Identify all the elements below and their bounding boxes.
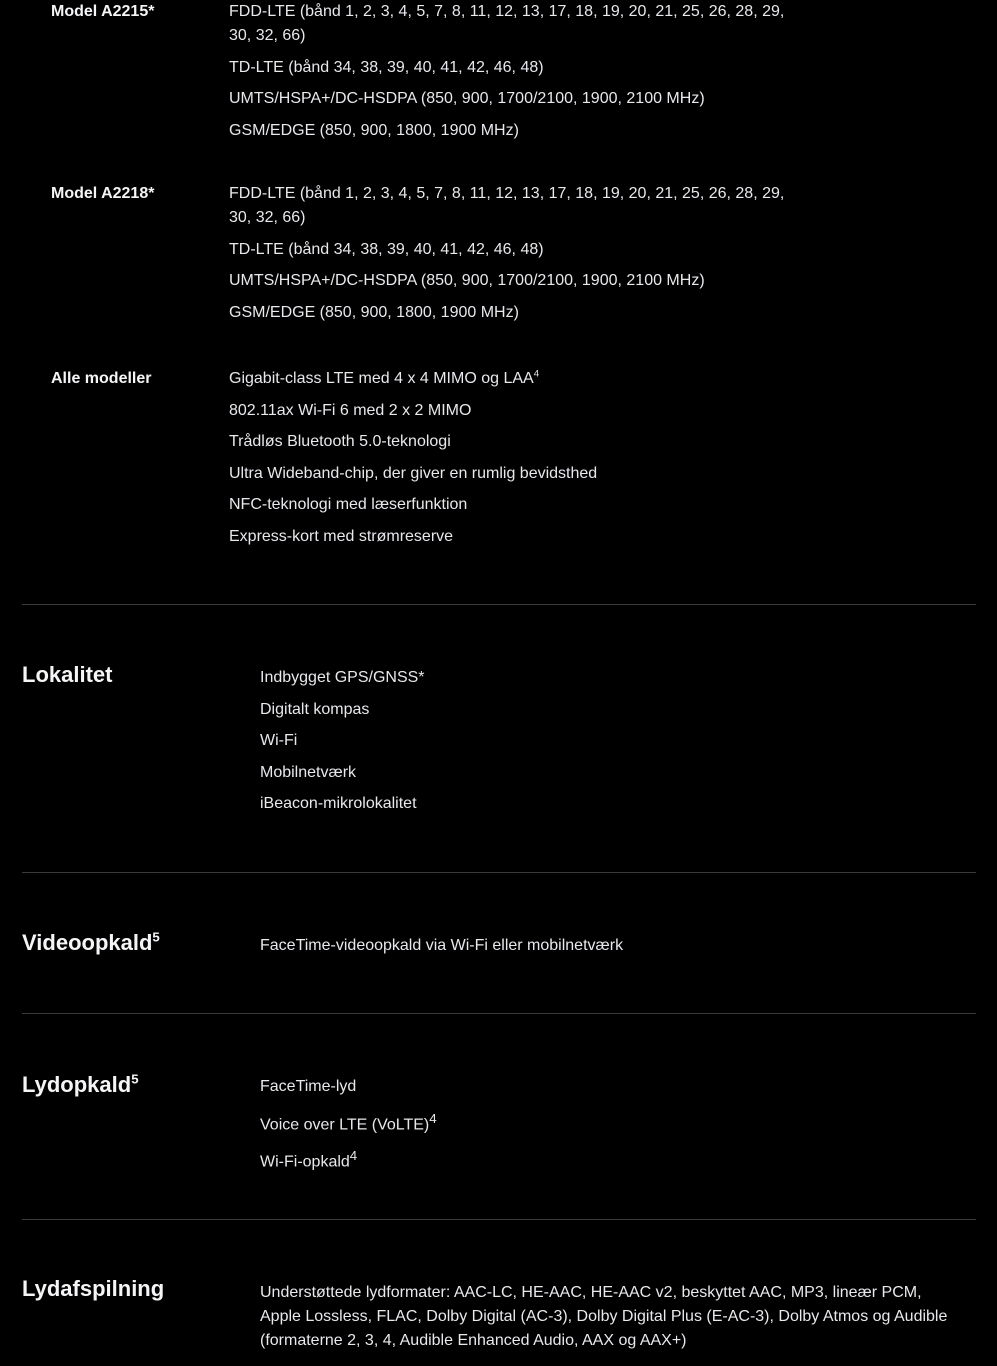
- spec-line-text: Gigabit-class LTE med 4 x 4 MIMO og LAA: [229, 370, 534, 387]
- video-calls-spec-list: [260, 934, 960, 966]
- spec-line: UMTS/HSPA+/DC-HSDPA (850, 900, 1700/2100, 1900, 2100 MHz): [229, 272, 705, 289]
- spec-line: UMTS/HSPA+/DC-HSDPA (850, 900, 1700/2100, 1900, 2100 MHz): [229, 90, 705, 107]
- footnote-marker: 4: [349, 1148, 358, 1164]
- section-title-location: [22, 661, 112, 689]
- spec-line: iBeacon-mikrolokalitet: [260, 795, 417, 812]
- section-divider: [22, 604, 976, 605]
- spec-line: FDD-LTE (bånd 1, 2, 3, 4, 5, 7, 8, 11, 12, 13, 17, 18, 19, 20, 21, 25, 26, 28, 29, 30, 32, 66): [229, 185, 785, 226]
- spec-line: GSM/EDGE (850, 900, 1800, 1900 MHz): [229, 121, 519, 139]
- spec-line: [229, 367, 789, 391]
- model-spec-list: [229, 182, 789, 332]
- model-label: Model A2218*: [51, 185, 155, 202]
- spec-line: FaceTime-videoopkald via Wi-Fi eller mobilnetværk: [260, 937, 624, 954]
- spec-line: TD-LTE (bånd 34, 38, 39, 40, 41, 42, 46, 48): [229, 58, 544, 76]
- footnote-marker: 4: [533, 368, 540, 380]
- section-title-text: Lydafspilning: [22, 1276, 165, 1301]
- audio-calls-spec-list: [260, 1075, 960, 1182]
- spec-line: [260, 1107, 960, 1137]
- footnote-marker: 5: [152, 929, 160, 945]
- model-spec-list: [229, 0, 789, 150]
- model-spec-list: [229, 367, 789, 556]
- spec-line: GSM/EDGE (850, 900, 1800, 1900 MHz): [229, 303, 519, 321]
- spec-line: Trådløs Bluetooth 5.0-teknologi: [229, 433, 451, 450]
- section-divider: [22, 1013, 976, 1014]
- spec-line: FaceTime-lyd: [260, 1078, 357, 1095]
- location-spec-list: [260, 666, 960, 824]
- section-title-text: Lokalitet: [22, 662, 113, 687]
- spec-line: TD-LTE (bånd 34, 38, 39, 40, 41, 42, 46, 48): [229, 240, 544, 258]
- spec-line: Digitalt kompas: [260, 700, 370, 718]
- spec-line: Indbygget GPS/GNSS*: [260, 669, 425, 686]
- spec-line: [260, 1144, 960, 1174]
- spec-line: Wi-Fi: [260, 732, 298, 749]
- spec-line: Ultra Wideband-chip, der giver en rumlig bevidsthed: [229, 464, 598, 482]
- section-title-text: Videoopkald: [22, 930, 153, 955]
- model-label: Model A2215*: [51, 3, 155, 20]
- spec-line-text: Voice over LTE (VoLTE): [260, 1115, 430, 1133]
- footnote-marker: 5: [131, 1071, 139, 1087]
- spec-line: 802.11ax Wi-Fi 6 med 2 x 2 MIMO: [229, 401, 472, 419]
- footnote-marker: 4: [429, 1110, 437, 1126]
- audio-playback-spec-list: [260, 1281, 960, 1361]
- spec-line: Mobilnetværk: [260, 763, 357, 781]
- spec-line-text: Wi-Fi-opkald: [260, 1153, 350, 1171]
- section-divider: [22, 1219, 976, 1220]
- spec-line: FDD-LTE (bånd 1, 2, 3, 4, 5, 7, 8, 11, 12, 13, 17, 18, 19, 20, 21, 25, 26, 28, 29, 30, 32, 66): [229, 3, 785, 44]
- section-title-audio-playback: [22, 1275, 164, 1303]
- spec-line: Express-kort med strømreserve: [229, 527, 454, 545]
- spec-line: Understøttede lydformater: AAC-LC, HE-AAC, HE-AAC v2, beskyttet AAC, MP3, lineær PCM, Apple Lossless, FLAC, Dolby Digital (AC-3), Dolby Digital Plus (E-AC-3), Dolby Atmos og Audible (formaterne 2, 3, 4, Audible Enhanced Audio, AAX og AAX+): [260, 1284, 948, 1349]
- section-title-text: Lydopkald: [22, 1072, 132, 1097]
- section-title-video-calls: [22, 929, 160, 957]
- section-title-audio-calls: [22, 1071, 139, 1099]
- section-divider: [22, 872, 976, 873]
- model-label: Alle modeller: [51, 370, 152, 387]
- spec-line: NFC-teknologi med læserfunktion: [229, 496, 468, 513]
